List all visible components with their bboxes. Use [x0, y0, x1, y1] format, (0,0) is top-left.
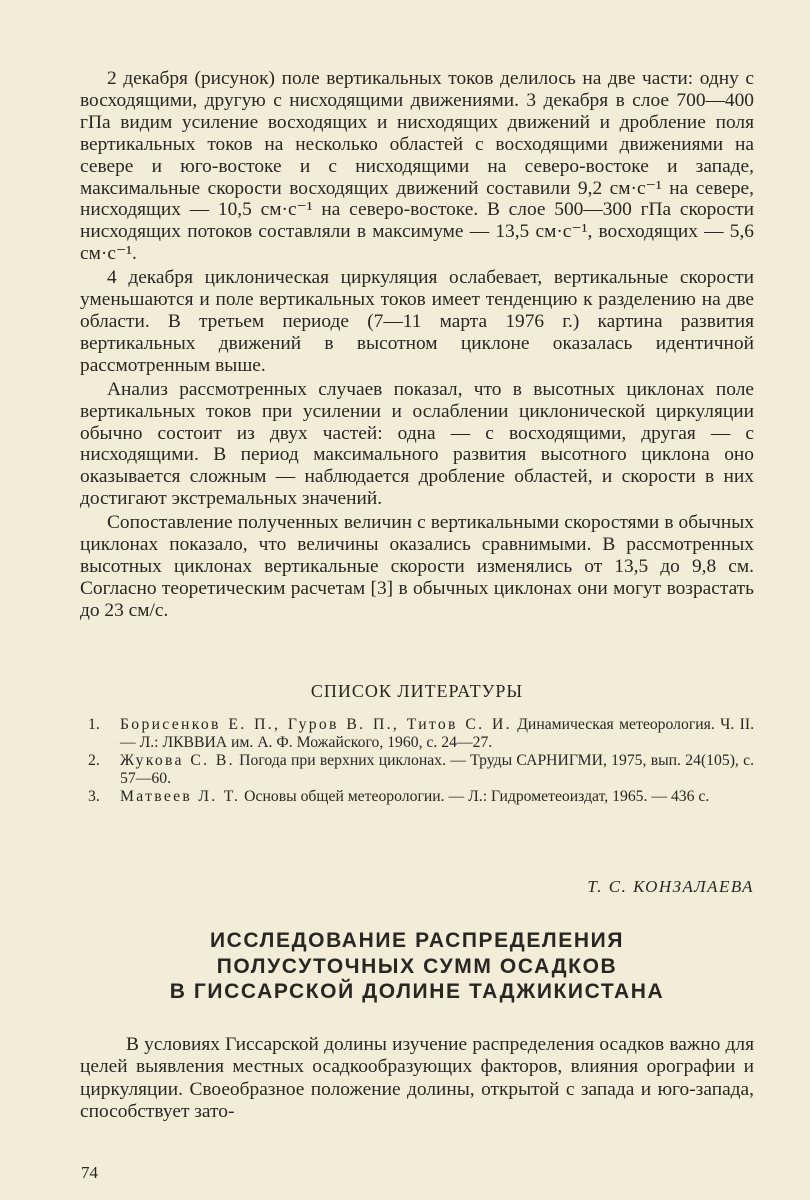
- body-text: [80, 68, 754, 622]
- article-title: [80, 928, 754, 1005]
- reference-list: [88, 716, 754, 806]
- reference-item: [88, 716, 754, 752]
- references-heading: СПИСОК ЛИТЕРАТУРЫ: [310, 681, 524, 701]
- reference-text: Динамическая метеорология. Ч. II. — Л.: ЛКВВИА им. А. Ф. Можайского, 1960, с. 24—27.: [120, 716, 754, 752]
- paragraph: 2 декабря (рисунок) поле вертикальных токов делилось на две части: одну с восходящими, другую с нисходящими движениями. 3 декабря в слое 700—400 гПа видим усиление восходящих и нисходящих движений и дробление поля вертикальных токов на несколько областей с восходящими движениями на севере и юго-востоке и с нисходящими на северо-востоке и западе, максимальные скорости восходящих движений составили 9,2 см·с⁻¹ на севере, нисходящих — 10,5 см·с⁻¹ на северо-востоке. В слое 500—300 гПа скорости нисходящих потоков составляли в максимуме — 13,5 см·с⁻¹, восходящих — 5,6 см·с⁻¹.: [80, 68, 754, 265]
- reference-text: Погода при верхних циклонах. — Труды САРНИГМИ, 1975, вып. 24(105), с. 57—60.: [120, 752, 754, 788]
- page-number: 74: [81, 1163, 98, 1182]
- reference-item: [88, 752, 754, 788]
- article-title-line: ИССЛЕДОВАНИЕ РАСПРЕДЕЛЕНИЯ: [209, 929, 625, 952]
- paragraph: В условиях Гиссарской долины изучение распределения осадков важно для целей выявления местных осадкообразующих факторов, влияния орографии и циркуляции. Своеобразное положение долины, открытой с запада и юго-запада, способствует зато-: [80, 1034, 754, 1122]
- article-author: Т. С. КОНЗАЛАЕВА: [587, 877, 754, 896]
- paragraph: Сопоставление полученных величин с вертикальными скоростями в обычных циклонах показало, что величины оказались сравнимыми. В рассмотренных высотных циклонах вертикальные скорости изменялись от 13,5 до 9,8 см. Согласно теоретическим расчетам [3] в обычных циклонах они могут возрастать до 23 см/с.: [80, 512, 754, 621]
- reference-number: 1.: [88, 716, 100, 733]
- reference-number: 2.: [88, 752, 100, 770]
- reference-number: 3.: [88, 788, 100, 806]
- reference-text: Основы общей метеорологии. — Л.: Гидрометеоиздат, 1965. — 436 с.: [240, 788, 710, 806]
- reference-authors: Борисенков Е. П., Гуров В. П., Титов С. И.: [120, 716, 512, 733]
- paragraph: 4 декабря циклоническая циркуляция ослабевает, вертикальные скорости уменьшаются и поле вертикальных токов имеет тенденцию к разделению на две области. В третьем периоде (7—11 марта 1976 г.) картина развития вертикальных движений в высотном циклоне оказалась идентичной рассмотренным выше.: [80, 267, 754, 376]
- reference-authors: Матвеев Л. Т.: [120, 788, 241, 806]
- article-title-line: ПОЛУСУТОЧНЫХ СУММ ОСАДКОВ: [216, 954, 618, 978]
- article-intro: [80, 1034, 754, 1123]
- reference-authors: Жукова С. В.: [120, 752, 235, 770]
- article-title-line: В ГИССАРСКОЙ ДОЛИНЕ ТАДЖИКИСТАНА: [169, 980, 665, 1003]
- paragraph: Анализ рассмотренных случаев показал, что в высотных циклонах поле вертикальных токов при усилении и ослаблении циклонической циркуляции обычно состоит из двух частей: одна — с восходящими, другая — с нисходящими. В период максимального развития высотного циклона оно оказывается сложным — наблюдается дробление областей, и скорости в них достигают экстремальных значений.: [80, 378, 754, 510]
- reference-item: [88, 788, 754, 806]
